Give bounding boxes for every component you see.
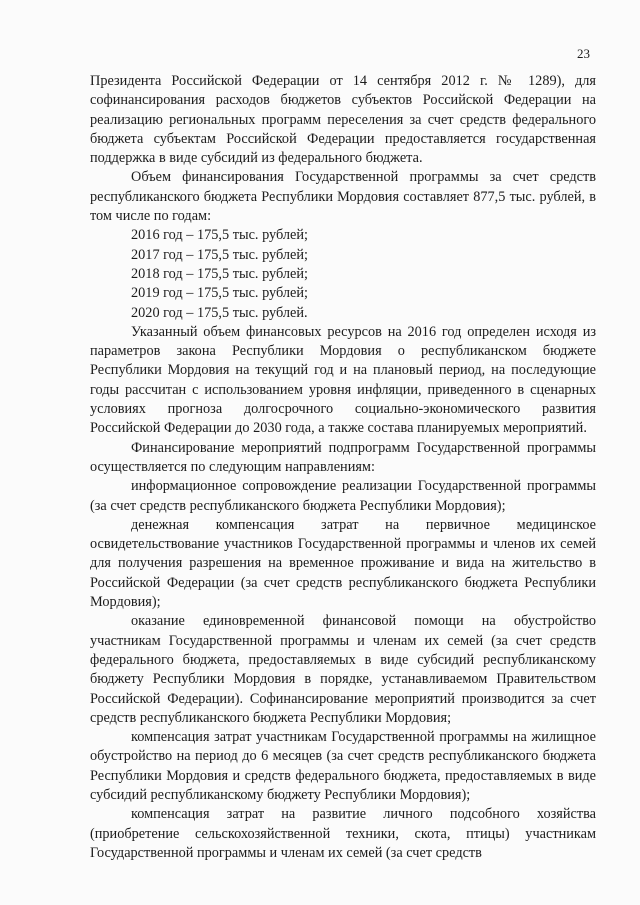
funding-year-item: 2020 год – 175,5 тыс. рублей. [131,304,308,321]
funding-year-item: 2019 год – 175,5 тыс. рублей; [131,285,309,302]
paragraph-federal-support: Президента Российской Федерации от 14 сентября 2012 г. № 1289), для софинансирования расходов бюджетов субъектов Российской Федерации на реализацию региональных программ переселения за счет средств федерального бюджета субъектам Российской Федерации предоставляется государственная поддержка в виде субсидий из федерального бюджета. [90,73,596,167]
direction-medical-examination: денежная компенсация затрат на первичное медицинское освидетельствование участников Государственной программы и членов их семей для получения разрешения на временное проживание и вида на жительство в Российской Федерации (за счет средств республиканского бюджета Республики Мордовия); [90,516,596,611]
funding-year-item: 2016 год – 175,5 тыс. рублей; [131,227,309,244]
paragraph-funding-directions: Финансирование мероприятий подпрограмм Государственной программы осуществляется по следующим направлениям: [90,439,596,475]
funding-year-item: 2018 год – 175,5 тыс. рублей; [131,265,309,282]
paragraph-funding-volume: Объем финансирования Государственной программы за счет средств республиканского бюджета Республики Мордовия составляет 877,5 тыс. рублей, в том числе по годам: [90,169,596,225]
paragraph-funding-basis: Указанный объем финансовых ресурсов на 2016 год определен исходя из параметров закона Республики Мордовия о республиканском бюджете Республики Мордовия на текущий год и на плановый период, на последующие годы рассчитан с использованием уровня инфляции, приведенного в сценарных условиях прогноза долгосрочного социально-экономического развития Российской Федерации до 2030 года, а также состава планируемых мероприятий. [90,323,596,437]
funding-by-year-list [90,226,596,322]
direction-one-time-assistance: оказание единовременной финансовой помощи на обустройство участникам Государственной программы и членам их семей (за счет средств федерального бюджета, предоставляемых в виде субсидий республиканскому бюджету Республики Мордовия в порядке, устанавливаемом Правительством Российской Федерации). Софинансирование мероприятий производится за счет средств республиканского бюджета Республики Мордовия; [90,613,596,726]
funding-year-item: 2017 год – 175,5 тыс. рублей; [131,246,309,263]
direction-farming-compensation: компенсация затрат на развитие личного подсобного хозяйства (приобретение сельскохозяйственной техники, скота, птицы) участникам Государственной программы и членам их семей (за счет средств [90,806,596,861]
page-number: 23 [577,46,590,61]
direction-housing-compensation: компенсация затрат участникам Государственной программы на жилищное обустройство на период до 6 месяцев (за счет средств республиканского бюджета Республики Мордовия и средств федерального бюджета, предоставляемых в виде субсидий республиканскому бюджету Республики Мордовия); [90,729,596,803]
document-body [90,72,596,863]
direction-information-support: информационное сопровождение реализации Государственной программы (за счет средств республиканского бюджета Республики Мордовия); [90,478,596,514]
